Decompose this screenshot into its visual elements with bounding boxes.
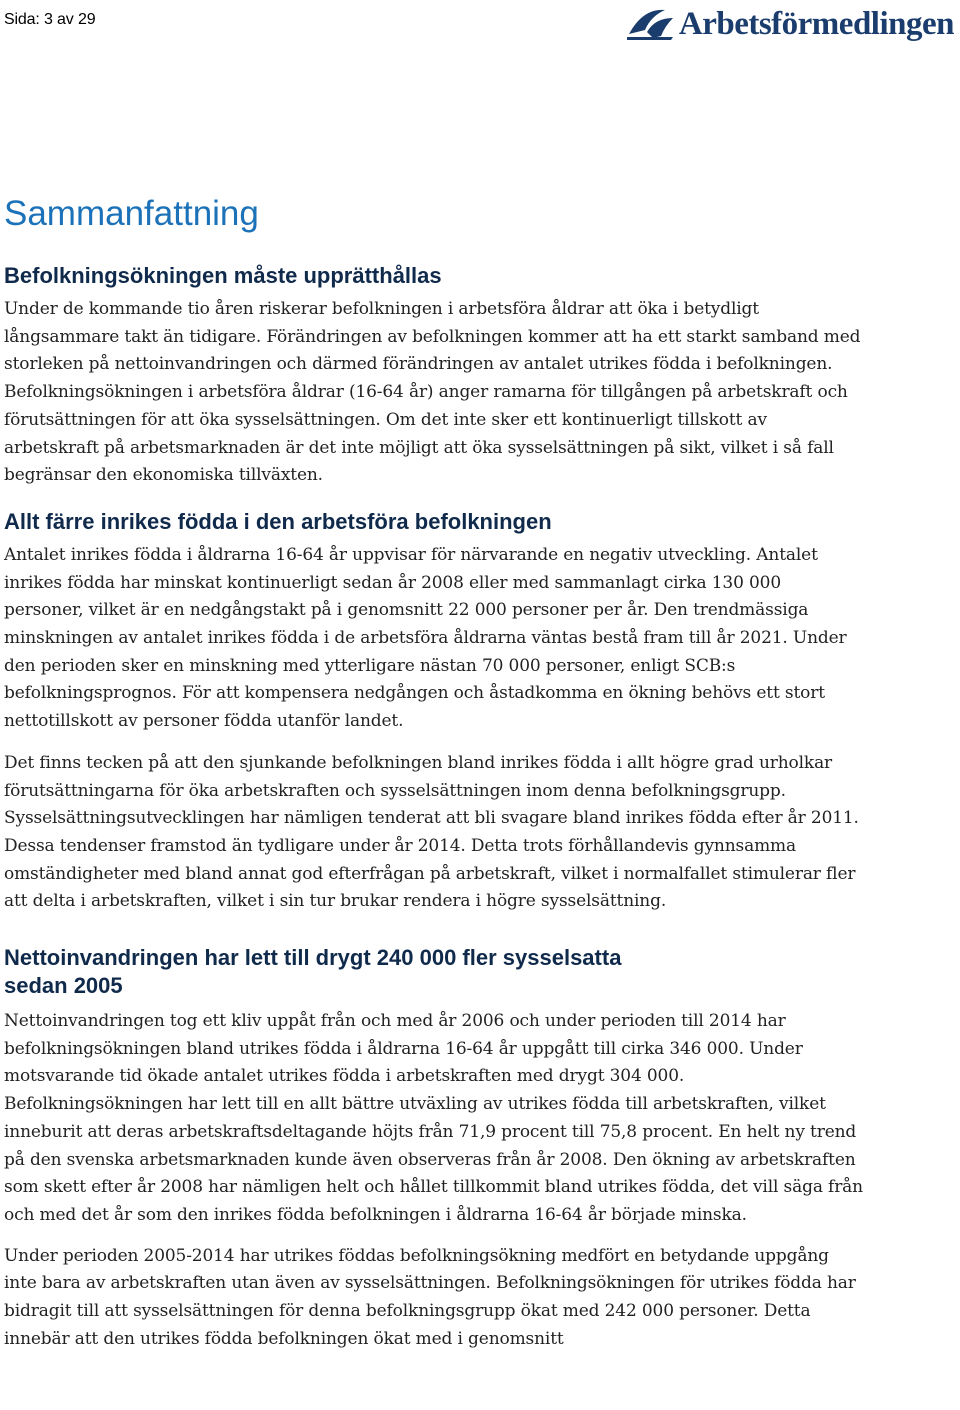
section-heading-inrikes-fodda: Allt färre inrikes födda i den arbetsföra befolkningen (4, 508, 552, 534)
arbetsformedlingen-logo (625, 2, 954, 46)
section-heading-nettoinvandringen (4, 944, 864, 1000)
section-1-paragraph-1: Under de kommande tio åren riskerar befolkningen i arbetsföra åldrar att öka i betydligt långsammare takt än tidigare. Förändringen av befolkningen kommer att ha ett starkt samband med storleken på nettoinvandringen och därmed förändringen av antalet utrikes födda i befolkningen. Befolkningsökningen i arbetsföra åldrar (16-64 år) anger ramarna för tillgången på arbetskraft och förutsättningen för att öka sysselsättningen. Om det inte sker ett kontinuerligt tillskott av arbetskraft på arbetsmarknaden är det inte möjligt att öka sysselsättningen på sikt, vilket i så fall begränsar den ekonomiska tillväxten. (4, 299, 861, 486)
logo-mark-icon (625, 4, 677, 44)
section-3-paragraph-2: Under perioden 2005-2014 har utrikes föddas befolkningsökning medfört en betydande uppgång inte bara av arbetskraften utan även av sysselsättningen. Befolkningsökningen för utrikes födda har bidragit till att sysselsättningen för denna befolkningsgrupp ökat med 242 000 personer. Detta innebär att den utrikes födda befolkningen ökat med i genomsnitt (4, 1245, 856, 1349)
section-2-paragraph-1: Antalet inrikes födda i åldrarna 16-64 år uppvisar för närvarande en negativ utveckling. Antalet inrikes födda har minskat kontinuerligt sedan år 2008 eller med sammanlagt cirka 130 000 personer, vilket är en nedgångstakt på i genomsnitt 22 000 personer per år. Den trendmässiga minskningen av antalet inrikes födda i de arbetsföra åldrarna väntas bestå fram till år 2021. Under den perioden sker en minskning med ytterligare nästan 70 000 personer, enligt SCB:s befolkningsprognos. För att kompensera nedgången och åstadkomma en ökning behövs ett stort nettotillskott av personer födda utanför landet. (4, 544, 847, 732)
page-title: Sammanfattning (4, 194, 259, 233)
document-body (4, 190, 864, 1354)
page-header (0, 0, 960, 50)
page-number: Sida: 3 av 29 (4, 11, 96, 28)
section-heading-line-2: sedan 2005 (4, 973, 123, 999)
section-2-paragraph-2: Det finns tecken på att den sjunkande befolkningen bland inrikes födda i allt högre grad urholkar förutsättningarna för öka arbetskraften och sysselsättningen inom denna befolkningsgrupp. Sysselsättningsutvecklingen har nämligen tenderat att bli svagare bland inrikes födda efter år 2011. Dessa tendenser framstod än tydligare under år 2014. Detta trots förhållandevis gynnsamma omständigheter med bland annat god efterfrågan på arbetskraft, vilket i normalfallet stimulerar fler att delta i arbetskraften, vilket i sin tur brukar rendera i högre sysselsättning. (4, 752, 859, 912)
section-heading-line-1: Nettoinvandringen har lett till drygt 240 000 fler sysselsatta (4, 945, 622, 971)
logo-wordmark: Arbetsförmedlingen (678, 5, 954, 42)
section-heading-befolkningsokningen: Befolkningsökningen måste upprätthållas (4, 263, 442, 288)
section-3-paragraph-1: Nettoinvandringen tog ett kliv uppåt från och med år 2006 och under perioden till 2014 har befolkningsökningen bland utrikes födda i åldrarna 16-64 år uppgått till cirka 346 000. Under motsvarande tid ökade antalet utrikes födda i arbetskraften med drygt 304 000. Befolkningsökningen har lett till en allt bättre utväxling av utrikes födda till arbetskraften, vilket inneburit att deras arbetskraftsdeltagande höjts från 71,9 procent till 75,8 procent. En helt ny trend på den svenska arbetsmarknaden kunde även observeras från år 2008. Den ökning av arbetskraften som skett efter år 2008 har nämligen helt och hållet tillkommit bland utrikes födda, det vill säga från och med det år som den inrikes födda befolkningen i åldrarna 16-64 år började minska. (4, 1011, 863, 1225)
